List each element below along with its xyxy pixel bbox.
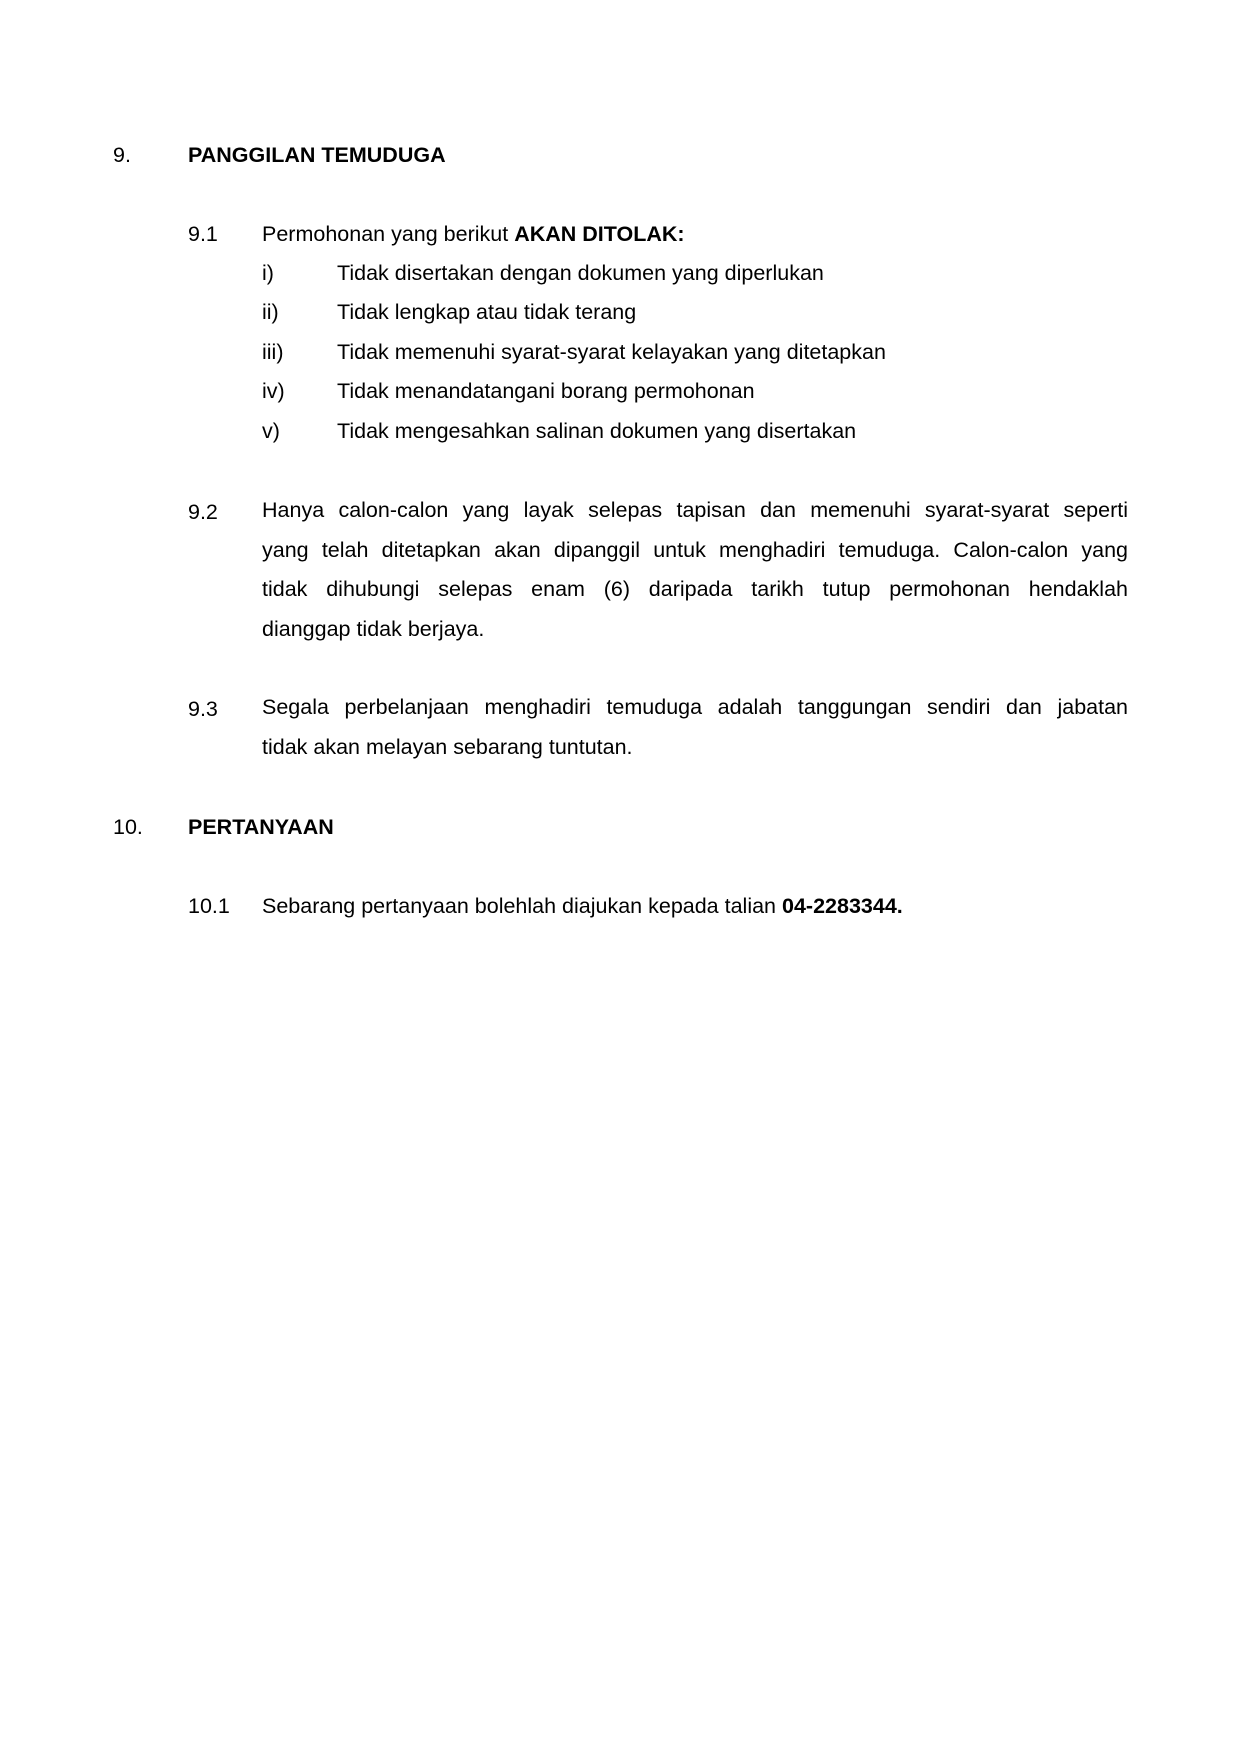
list-item-text: Tidak disertakan dengan dokumen yang diperlukan: [337, 261, 824, 285]
list-item-text: Tidak menandatangani borang permohonan: [337, 379, 755, 403]
intro-emphasis: AKAN DITOLAK:: [514, 222, 685, 246]
paragraph-line: tidak dihubungi selepas enam (6) daripada tarikh tutup permohonan hendaklah: [262, 577, 1128, 601]
list-item-text: Tidak lengkap atau tidak terang: [337, 300, 637, 324]
enquiry-text: Sebarang pertanyaan bolehlah diajukan kepada talian: [262, 894, 782, 918]
subsection-9-2-paragraph: [262, 491, 1128, 649]
section-9-heading: PANGGILAN TEMUDUGA: [188, 143, 446, 167]
subsection-9-2-number: 9.2: [188, 500, 218, 524]
paragraph-line: Hanya calon-calon yang layak selepas tapisan dan memenuhi syarat-syarat seperti: [262, 498, 1128, 522]
list-item-marker: iv): [262, 379, 285, 403]
list-item-text: Tidak memenuhi syarat-syarat kelayakan yang ditetapkan: [337, 340, 886, 364]
subsection-10-1-number: 10.1: [188, 894, 230, 918]
section-10-heading: PERTANYAAN: [188, 815, 334, 839]
paragraph-line: Segala perbelanjaan menghadiri temuduga adalah tanggungan sendiri dan jabatan: [262, 695, 1128, 719]
subsection-9-3-paragraph: [262, 688, 1128, 767]
list-item-text: Tidak mengesahkan salinan dokumen yang disertakan: [337, 419, 857, 443]
paragraph-line: dianggap tidak berjaya.: [262, 616, 485, 641]
intro-text: Permohonan yang berikut: [262, 222, 515, 246]
paragraph-line: yang telah ditetapkan akan dipanggil untuk menghadiri temuduga. Calon-calon yang: [262, 537, 1128, 562]
list-item-marker: i): [262, 261, 274, 285]
section-9-number: 9.: [113, 143, 131, 167]
list-item-marker: ii): [262, 300, 279, 324]
paragraph-line: tidak akan melayan sebarang tuntutan.: [262, 734, 633, 759]
phone-number: 04-2283344.: [782, 894, 903, 918]
subsection-10-1-text: [262, 894, 903, 919]
subsection-9-3-number: 9.3: [188, 697, 218, 721]
list-item-marker: v): [262, 419, 280, 443]
section-10-number: 10.: [113, 815, 143, 839]
subsection-9-1-number: 9.1: [188, 222, 218, 246]
subsection-9-1-intro: [262, 222, 685, 247]
list-item-marker: iii): [262, 340, 284, 364]
